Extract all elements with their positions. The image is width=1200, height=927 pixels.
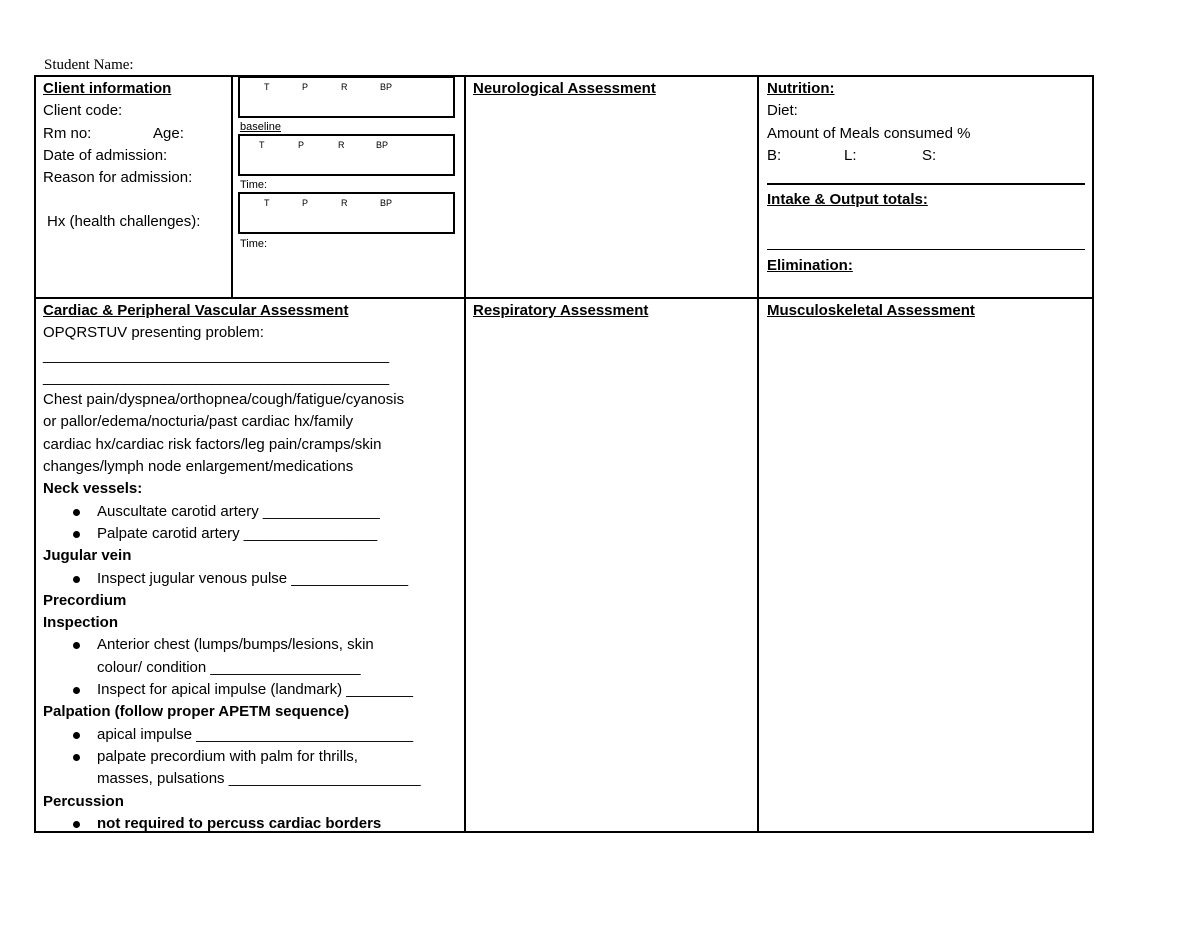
neck-vessels-heading: Neck vessels: bbox=[43, 480, 143, 498]
anterior-chest-item[interactable] bbox=[43, 634, 461, 679]
diet-field[interactable]: Diet: bbox=[767, 102, 798, 120]
breakfast-field[interactable]: B: bbox=[767, 146, 782, 164]
temperature-label: T bbox=[264, 198, 270, 208]
precordium-heading: Precordium bbox=[43, 591, 127, 609]
resp-label: R bbox=[341, 198, 348, 208]
meals-consumed-label: Amount of Meals consumed % bbox=[767, 124, 971, 142]
temperature-label: T bbox=[259, 140, 265, 150]
palpation-list bbox=[43, 724, 461, 791]
vitals-box-2[interactable] bbox=[238, 134, 455, 176]
student-name-label: Student Name: bbox=[44, 57, 134, 73]
time-label-1: Time: bbox=[240, 179, 268, 191]
divider-row bbox=[34, 297, 1094, 299]
vitals-box-baseline[interactable] bbox=[238, 76, 455, 118]
respiratory-heading: Respiratory Assessment bbox=[473, 302, 649, 319]
bp-label: BP bbox=[380, 198, 393, 208]
apical-inspect-item[interactable]: Inspect for apical impulse (landmark) ________ bbox=[43, 679, 461, 701]
symptom-line-3: cardiac hx/cardiac risk factors/leg pain/cramps/skin bbox=[43, 435, 382, 453]
vitals-labels bbox=[240, 197, 453, 209]
neuro-cell[interactable] bbox=[473, 78, 753, 100]
opqrstuv-line-2[interactable]: ___________________________________________ bbox=[43, 368, 389, 386]
anterior-chest-line-2: colour/ condition __________________ bbox=[97, 658, 361, 676]
pulse-label: P bbox=[298, 140, 305, 150]
vitals-box-3[interactable] bbox=[238, 192, 455, 234]
bp-label: BP bbox=[380, 82, 393, 92]
room-age-row bbox=[43, 123, 228, 145]
elimination-field[interactable]: Elimination: bbox=[767, 257, 853, 274]
palpate-precordium-line-1: palpate precordium with palm for thrills, bbox=[97, 747, 358, 765]
divider-client-vitals bbox=[231, 75, 233, 299]
meals-row bbox=[767, 145, 1087, 167]
divider-col-2 bbox=[464, 75, 466, 833]
vitals-labels bbox=[240, 81, 453, 93]
vitals-labels bbox=[240, 139, 453, 151]
anterior-chest-line-1: Anterior chest (lumps/bumps/lesions, skin bbox=[97, 636, 374, 654]
supper-field[interactable]: S: bbox=[922, 146, 937, 164]
temperature-label: T bbox=[264, 82, 270, 92]
pulse-label: P bbox=[302, 198, 309, 208]
neck-vessels-list bbox=[43, 501, 461, 546]
inspect-jvp-item[interactable]: Inspect jugular venous pulse ______________ bbox=[43, 568, 461, 590]
nutrition-rule-1 bbox=[767, 183, 1085, 185]
musculoskeletal-cell[interactable] bbox=[767, 300, 1087, 322]
palpate-precordium-item[interactable] bbox=[43, 746, 461, 791]
admission-reason-field[interactable]: Reason for admission: bbox=[43, 169, 193, 187]
jugular-list bbox=[43, 568, 461, 590]
inspection-list bbox=[43, 634, 461, 701]
symptom-line-1: Chest pain/dyspnea/orthopnea/cough/fatigue/cyanosis bbox=[43, 391, 405, 409]
opqrstuv-label: OPQRSTUV presenting problem: bbox=[43, 324, 264, 342]
baseline-label: baseline bbox=[240, 121, 281, 133]
apical-impulse-item[interactable]: apical impulse __________________________ bbox=[43, 724, 461, 746]
palpation-heading: Palpation (follow proper APETM sequence) bbox=[43, 703, 350, 721]
admission-date-field[interactable]: Date of admission: bbox=[43, 146, 168, 164]
pulse-label: P bbox=[302, 82, 309, 92]
divider-col-3 bbox=[757, 75, 759, 833]
intake-output-field[interactable]: Intake & Output totals: bbox=[767, 191, 928, 208]
cardiac-cell bbox=[43, 300, 461, 835]
resp-label: R bbox=[338, 140, 345, 150]
percussion-list bbox=[43, 813, 461, 835]
neuro-heading: Neurological Assessment bbox=[473, 80, 656, 97]
auscultate-carotid-item[interactable]: Auscultate carotid artery ______________ bbox=[43, 501, 461, 523]
percussion-heading: Percussion bbox=[43, 792, 124, 810]
symptom-line-2: or pallor/edema/nocturia/past cardiac hx/family bbox=[43, 413, 354, 431]
opqrstuv-line-1[interactable]: ___________________________________________ bbox=[43, 346, 389, 364]
nutrition-rule-2 bbox=[767, 249, 1085, 250]
palpate-carotid-item[interactable]: Palpate carotid artery ________________ bbox=[43, 523, 461, 545]
age-field[interactable]: Age: bbox=[153, 124, 184, 142]
nutrition-heading: Nutrition: bbox=[767, 80, 835, 97]
health-history-field[interactable]: Hx (health challenges): bbox=[47, 213, 201, 231]
client-info-cell bbox=[43, 78, 228, 234]
nutrition-cell bbox=[767, 78, 1087, 167]
inspection-heading: Inspection bbox=[43, 614, 119, 632]
jugular-vein-heading: Jugular vein bbox=[43, 547, 132, 565]
musculoskeletal-heading: Musculoskeletal Assessment bbox=[767, 302, 975, 319]
room-number-field[interactable]: Rm no: bbox=[43, 124, 92, 142]
resp-label: R bbox=[341, 82, 348, 92]
cardiac-heading: Cardiac & Peripheral Vascular Assessment bbox=[43, 302, 349, 319]
client-info-heading: Client information bbox=[43, 80, 172, 97]
time-label-2: Time: bbox=[240, 238, 268, 250]
bp-label: BP bbox=[376, 140, 389, 150]
percussion-note-item: not required to percuss cardiac borders bbox=[43, 813, 461, 835]
palpate-precordium-line-2: masses, pulsations _______________________ bbox=[97, 770, 421, 788]
symptom-line-4: changes/lymph node enlargement/medications bbox=[43, 458, 354, 476]
client-code-field[interactable]: Client code: bbox=[43, 102, 123, 120]
respiratory-cell[interactable] bbox=[473, 300, 753, 322]
lunch-field[interactable]: L: bbox=[844, 146, 857, 164]
